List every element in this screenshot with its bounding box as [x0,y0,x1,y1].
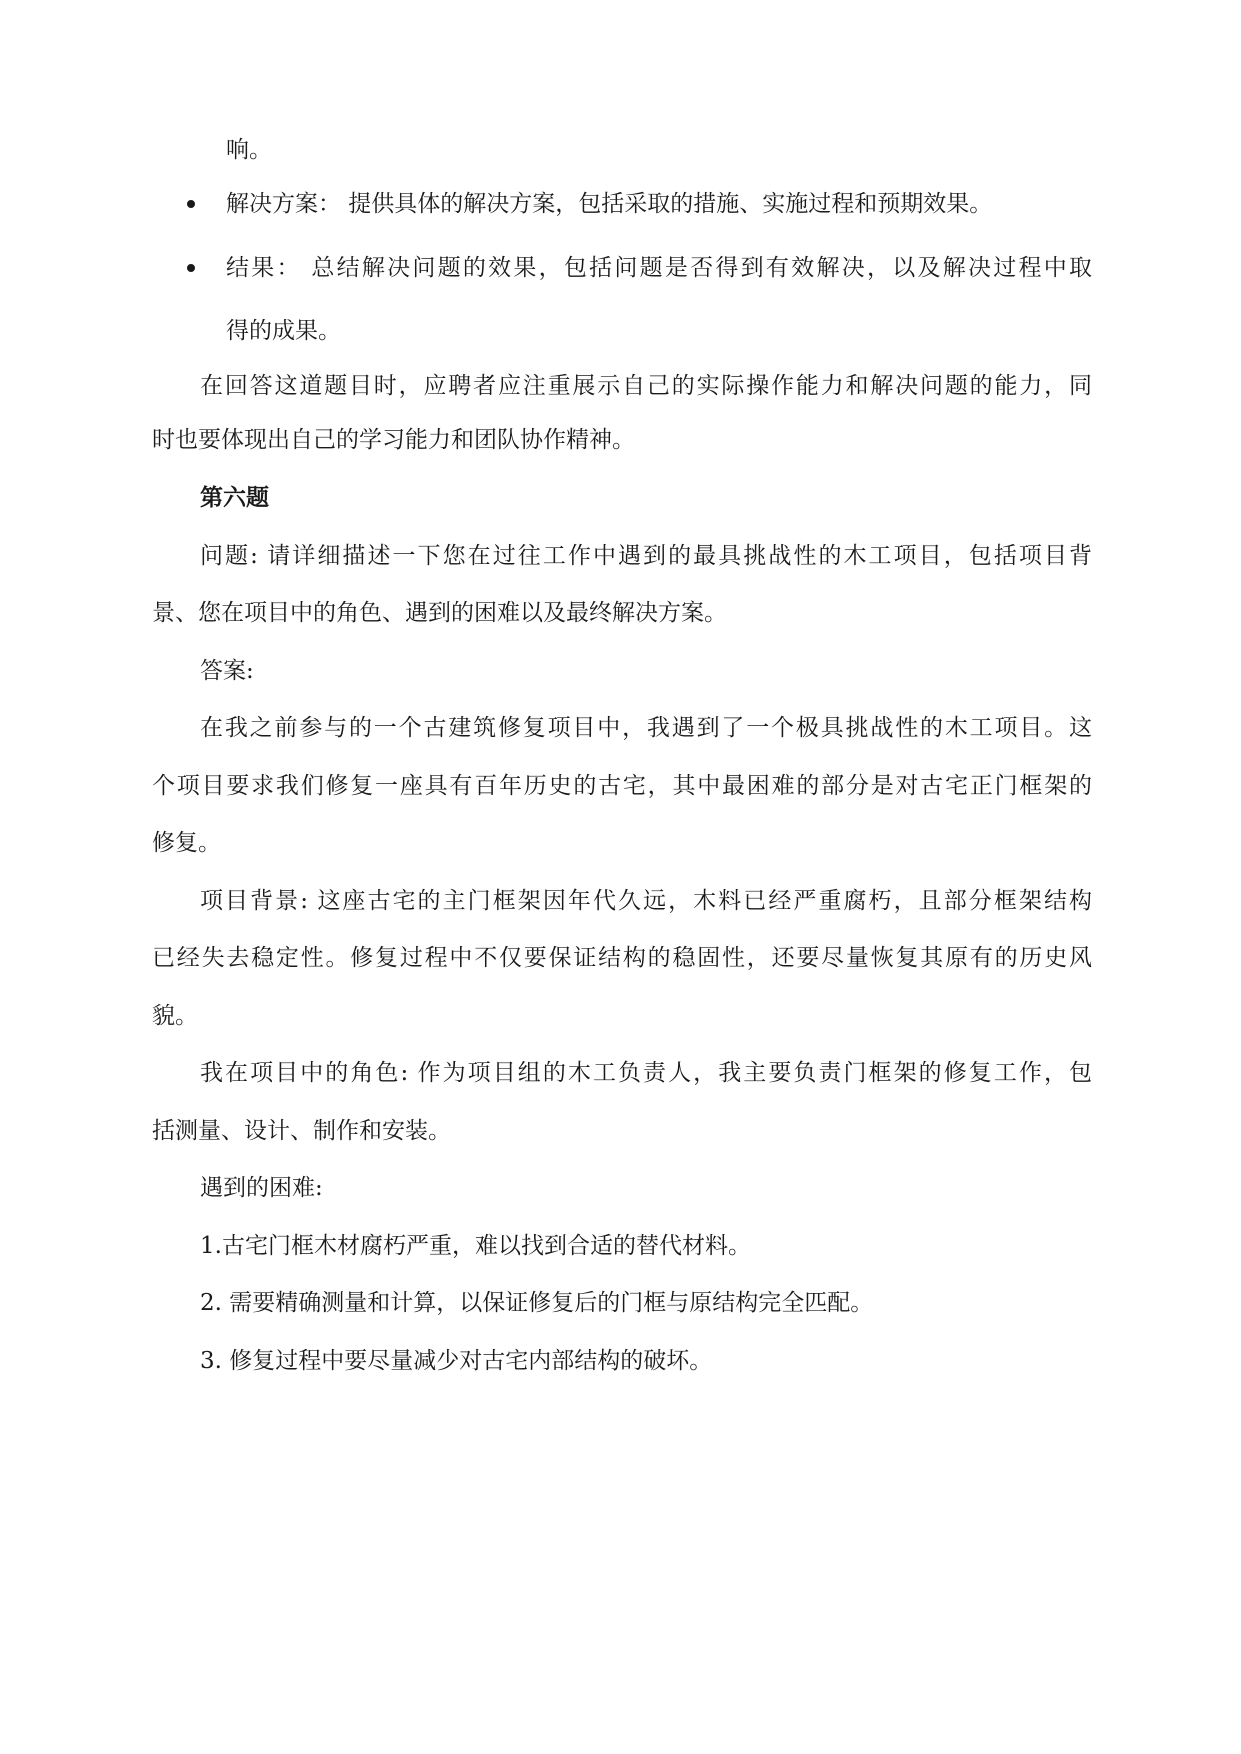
answer-label: 答案: [200,658,254,684]
difficulties-label: 遇到的困难: [200,1175,323,1201]
bullet-dot-icon [187,200,195,208]
paragraph-line: 我在项目中的角色: 作为项目组的木工负责人，我主要负责门框架的修复工作，包 [200,1060,1092,1086]
paragraph-line: 在我之前参与的一个古建筑修复项目中，我遇到了一个极具挑战性的木工项目。这 [200,715,1092,741]
paragraph-line: 项目背景: 这座古宅的主门框架因年代久远，木料已经严重腐朽，且部分框架结构 [200,888,1092,914]
paragraph-line: 个项目要求我们修复一座具有百年历史的古宅，其中最困难的部分是对古宅正门框架的 [152,773,1092,799]
question-line: 景、您在项目中的角色、遇到的困难以及最终解决方案。 [152,600,727,626]
bullet-solution: 解决方案： 提供具体的解决方案，包括采取的措施、实施过程和预期效果。 [226,191,993,217]
bullet-result: 结果： 总结解决问题的效果，包括问题是否得到有效解决，以及解决过程中取 [226,255,1092,281]
bullet-dot-icon [187,264,195,272]
paragraph-line: 括测量、设计、制作和安装。 [152,1118,451,1144]
bullet-continuation-line: 响。 [226,137,272,163]
bullet-continuation-line: 得的成果。 [226,318,341,344]
paragraph-line: 修复。 [152,830,221,856]
question-line: 问题: 请详细描述一下您在过往工作中遇到的最具挑战性的木工项目，包括项目背 [200,543,1092,569]
paragraph-line: 貌。 [152,1003,198,1029]
paragraph-line: 在回答这道题目时，应聘者应注重展示自己的实际操作能力和解决问题的能力，同 [200,373,1092,399]
list-item: 2. 需要精确测量和计算，以保证修复后的门框与原结构完全匹配。 [200,1290,874,1316]
list-item: 3. 修复过程中要尽量减少对古宅内部结构的破坏。 [200,1348,713,1374]
paragraph-line: 已经失去稳定性。修复过程中不仅要保证结构的稳固性，还要尽量恢复其原有的历史风 [152,945,1092,971]
paragraph-line: 时也要体现出自己的学习能力和团队协作精神。 [152,427,635,453]
list-item: 1.古宅门框木材腐朽严重，难以找到合适的替代材料。 [200,1233,751,1259]
section-heading: 第六题 [200,484,269,511]
